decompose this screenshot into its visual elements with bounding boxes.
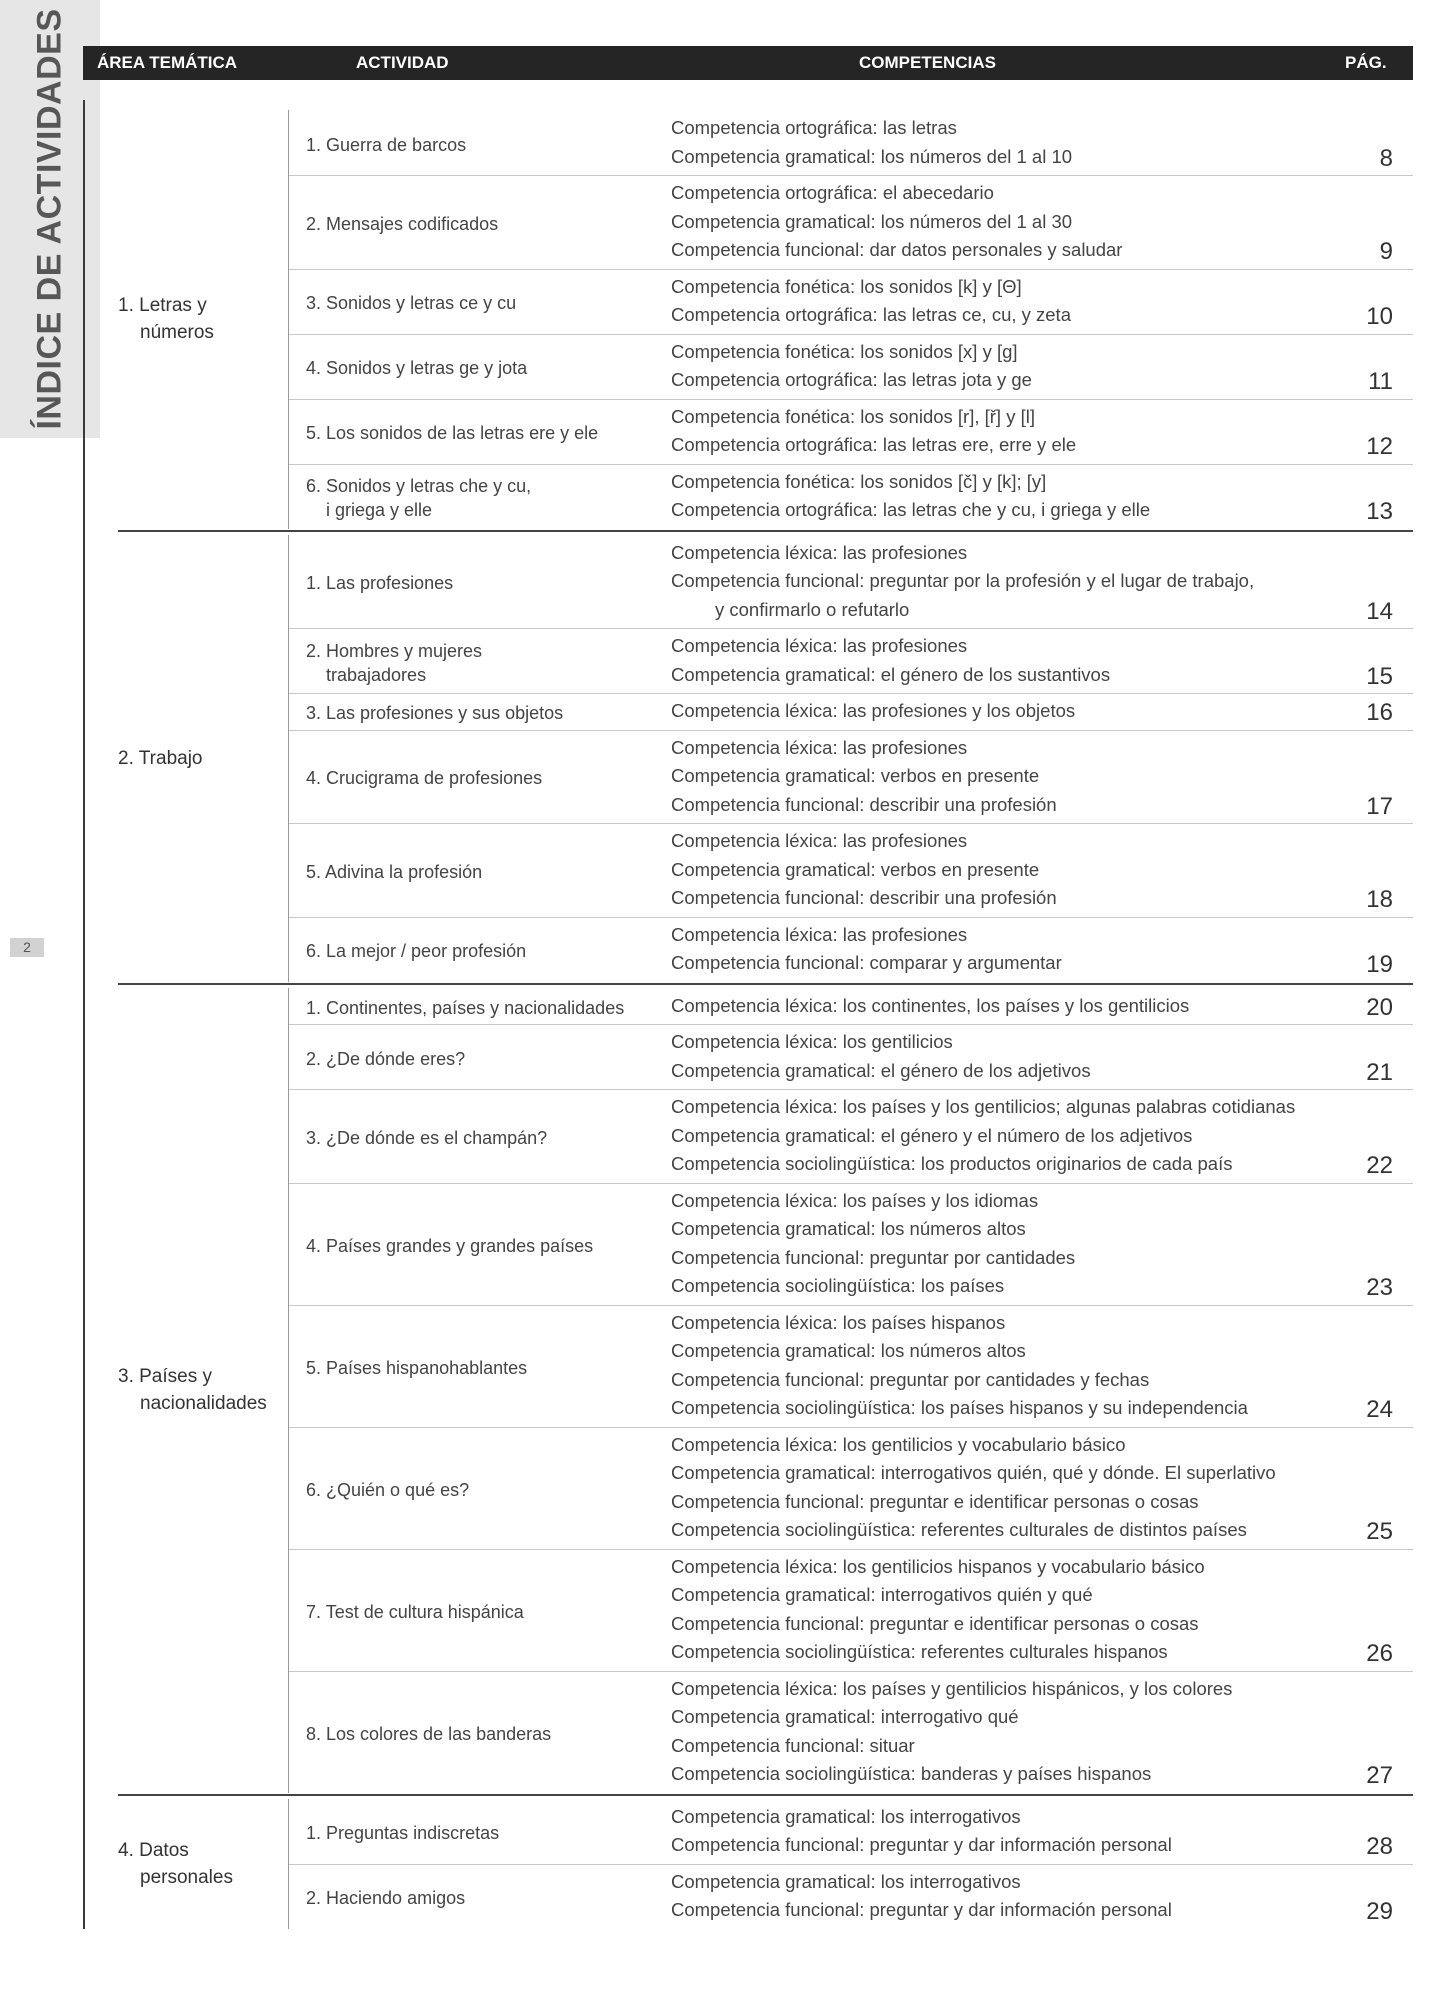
activity-line: 2. Hombres y mujeres [306, 640, 483, 661]
table-row [288, 535, 1413, 629]
competences-cell [671, 697, 1331, 726]
competence-line: Competencia ortográfica: el abecedario [671, 182, 994, 203]
table-row [288, 399, 1413, 464]
header-activity: ACTIVIDAD [356, 53, 449, 72]
area-label-line: 3. Países y [118, 1366, 212, 1387]
competence-line: Competencia gramatical: los números del 1 al 30 [671, 210, 1073, 232]
activity-line: trabajadores [326, 664, 427, 685]
area-label-line: 1. Letras y [118, 295, 207, 317]
competences-cell [671, 1803, 1331, 1860]
competences-cell [671, 632, 1331, 689]
competence-line: Competencia sociolingüística: referentes culturales de distintos países [671, 1519, 1247, 1540]
competences-cell [671, 1028, 1331, 1085]
competence-line: Competencia funcional: situar [671, 1734, 915, 1756]
page-ref: 10 [1366, 303, 1393, 330]
competence-line: Competencia sociolingüística: banderas y países hispanos [671, 1763, 1152, 1784]
activity-line: 4. Países grandes y grandes países [306, 1235, 594, 1256]
activity-line: 2. Haciendo amigos [306, 1888, 466, 1908]
competence-line: Competencia fonética: los sonidos [č] y [k]; [y] [671, 470, 1047, 492]
competences-cell [671, 273, 1331, 330]
area-label-line: 2. Trabajo [118, 747, 203, 769]
activity-cell [306, 474, 651, 522]
competence-line: Competencia léxica: los países y gentilicios hispánicos, y los colores [671, 1677, 1233, 1699]
activity-line: 1. Preguntas indiscretas [306, 1823, 500, 1843]
competences-cell [671, 403, 1331, 460]
page-ref: 27 [1366, 1762, 1393, 1789]
table-row [288, 1089, 1413, 1183]
page-number: 2 [10, 938, 44, 957]
competences-cell [671, 338, 1331, 395]
page-ref: 15 [1366, 662, 1393, 690]
table-row [288, 1024, 1413, 1089]
competence-line: Competencia sociolingüística: los países hispanos y su independencia [671, 1397, 1248, 1418]
competence-line: Competencia gramatical: los números altos [671, 1340, 1026, 1361]
activity-cell [306, 1600, 651, 1624]
table-row [288, 464, 1413, 529]
table-row [288, 917, 1413, 982]
area-label-line: personales [140, 1866, 233, 1888]
activity-line: 2. ¿De dónde eres? [306, 1048, 466, 1069]
activity-cell [306, 1886, 651, 1910]
competences-cell [671, 1675, 1331, 1789]
activity-cell [306, 356, 651, 380]
competence-line: Competencia gramatical: los interrogativos [671, 1870, 1021, 1892]
competence-line: Competencia fonética: los sonidos [x] y [g] [671, 340, 1018, 362]
page-ref: 25 [1366, 1518, 1393, 1545]
page-ref: 17 [1366, 792, 1393, 820]
table-row [288, 175, 1413, 269]
activity-cell [306, 766, 651, 790]
page-ref: 29 [1366, 1898, 1393, 1925]
competence-line: Competencia gramatical: el género y el número de los adjetivos [671, 1124, 1193, 1146]
page-ref: 21 [1366, 1058, 1393, 1086]
header-area: ÁREA TEMÁTICA [97, 53, 238, 72]
competences-cell [671, 1431, 1331, 1545]
activity-line: 3. Las profesiones y sus objetos [306, 703, 564, 724]
table-row [288, 1671, 1413, 1793]
activity-line: 6. ¿Quién o qué es? [306, 1479, 470, 1500]
page-ref: 16 [1366, 699, 1393, 726]
competence-line: y confirmarlo o refutarlo [715, 598, 910, 620]
competence-line: Competencia gramatical: el género de los adjetivos [671, 1059, 1091, 1081]
page-ref: 24 [1366, 1396, 1393, 1423]
competence-line: Competencia sociolingüística: los países [671, 1275, 1005, 1296]
activity-line: 8. Los colores de las banderas [306, 1723, 552, 1744]
competence-line: Competencia gramatical: interrogativo qué [671, 1706, 1019, 1727]
competence-line: Competencia léxica: los países y los gentilicios; algunas palabras cotidianas [671, 1096, 1296, 1117]
page-ref: 11 [1368, 368, 1393, 395]
activity-cell [306, 1126, 651, 1150]
competence-line: Competencia gramatical: verbos en presente [671, 765, 1040, 786]
competence-line: Competencia léxica: los gentilicios [671, 1031, 953, 1052]
page-ref: 28 [1366, 1833, 1393, 1860]
competences-cell [671, 1868, 1331, 1925]
competences-cell [671, 1553, 1331, 1667]
activity-line: 4. Crucigrama de profesiones [306, 768, 543, 789]
activity-line: 5. Adivina la profesión [306, 861, 483, 882]
competence-line: Competencia léxica: las profesiones [671, 830, 968, 851]
competences-cell [671, 1187, 1331, 1301]
table-row [288, 693, 1413, 730]
area-label [118, 745, 203, 772]
side-title: ÍNDICE DE ACTIVIDADES [30, 8, 69, 430]
competence-line: Competencia gramatical: interrogativos quién y qué [671, 1584, 1093, 1605]
activity-cell [306, 860, 651, 884]
competence-line: Competencia fonética: los sonidos [r], [ř] y [l] [671, 405, 1035, 427]
area-label [118, 292, 214, 346]
activity-line: 3. Sonidos y letras ce y cu [306, 293, 517, 313]
competence-line: Competencia ortográfica: las letras jota y ge [671, 369, 1032, 390]
page-ref: 22 [1366, 1152, 1393, 1179]
header-page: PÁG. [1345, 53, 1387, 72]
activity-cell [306, 1356, 651, 1380]
table-row [288, 1549, 1413, 1671]
competence-line: Competencia léxica: los gentilicios y vocabulario básico [671, 1433, 1126, 1455]
activity-cell [306, 421, 651, 445]
competence-line: Competencia gramatical: los interrogativos [671, 1805, 1021, 1827]
competence-line: Competencia ortográfica: las letras [671, 117, 957, 138]
activity-cell [306, 1478, 651, 1502]
area-label [118, 1837, 233, 1891]
competence-line: Competencia sociolingüística: los productos originarios de cada país [671, 1153, 1233, 1174]
activity-cell [306, 996, 651, 1020]
competences-cell [671, 734, 1331, 820]
competences-cell [671, 179, 1331, 265]
table-row [288, 1305, 1413, 1427]
competences-cell [671, 992, 1331, 1021]
competence-line: Competencia funcional: preguntar por cantidades y fechas [671, 1368, 1150, 1390]
competence-line: Competencia gramatical: los números del 1 al 10 [671, 145, 1073, 167]
activity-cell [306, 939, 651, 963]
area-label-line: 4. Datos [118, 1839, 189, 1861]
page-ref: 23 [1366, 1274, 1393, 1301]
competence-line: Competencia léxica: las profesiones [671, 635, 968, 656]
activity-cell [306, 133, 651, 157]
page-ref: 19 [1366, 951, 1393, 978]
activity-line: 1. Las profesiones [306, 573, 454, 594]
page-ref: 9 [1379, 238, 1393, 265]
table-row [288, 1799, 1413, 1864]
activity-line: 5. Países hispanohablantes [306, 1357, 528, 1378]
competences-cell [671, 921, 1331, 978]
activity-line: 2. Mensajes codificados [306, 213, 499, 234]
table-row [288, 269, 1413, 334]
competences-cell [671, 468, 1331, 525]
competence-line: Competencia funcional: preguntar e identificar personas o cosas [671, 1490, 1199, 1512]
area-label [118, 1363, 267, 1417]
competence-line: Competencia funcional: preguntar e identificar personas o cosas [671, 1612, 1199, 1634]
competence-line: Competencia léxica: las profesiones y los objetos [671, 700, 1076, 721]
activity-cell [306, 1821, 651, 1845]
competence-line: Competencia léxica: los continentes, los países y los gentilicios [671, 994, 1190, 1016]
table-row [288, 1427, 1413, 1549]
activity-cell [306, 1047, 651, 1071]
table-header [83, 46, 1413, 80]
activity-cell [306, 571, 651, 595]
activity-cell [306, 1234, 651, 1258]
activity-line: i griega y elle [326, 500, 433, 520]
competence-line: Competencia léxica: las profesiones [671, 736, 968, 758]
header-competences: COMPETENCIAS [859, 53, 996, 72]
competence-line: Competencia funcional: comparar y argumentar [671, 952, 1062, 973]
area-label-block [118, 535, 290, 982]
competence-line: Competencia léxica: los gentilicios hispanos y vocabulario básico [671, 1555, 1205, 1577]
competence-line: Competencia gramatical: los números altos [671, 1218, 1026, 1239]
activity-line: 4. Sonidos y letras ge y jota [306, 358, 528, 378]
activity-cell [306, 1722, 651, 1746]
competences-cell [671, 1309, 1331, 1423]
competence-line: Competencia ortográfica: las letras ere, erre y ele [671, 434, 1077, 455]
activity-line: 6. La mejor / peor profesión [306, 941, 527, 961]
activity-cell [306, 639, 651, 687]
activity-cell [306, 212, 651, 236]
competence-line: Competencia funcional: dar datos personales y saludar [671, 239, 1123, 260]
competence-line: Competencia sociolingüística: referentes culturales hispanos [671, 1641, 1168, 1662]
table-row [288, 334, 1413, 399]
table-row [288, 988, 1413, 1025]
competence-line: Competencia funcional: describir una profesión [671, 793, 1057, 815]
competence-line: Competencia funcional: preguntar por la profesión y el lugar de trabajo, [671, 570, 1255, 591]
page-ref: 26 [1366, 1640, 1393, 1667]
competence-line: Competencia léxica: los países y los idiomas [671, 1189, 1039, 1211]
page-ref: 8 [1379, 144, 1393, 172]
activity-line: 1. Guerra de barcos [306, 134, 467, 155]
activity-cell [306, 701, 651, 725]
activity-line: 5. Los sonidos de las letras ere y ele [306, 423, 599, 443]
area-divider [118, 983, 1413, 985]
competence-line: Competencia ortográfica: las letras ce, cu, y zeta [671, 304, 1071, 325]
competence-line: Competencia léxica: las profesiones [671, 541, 968, 563]
area-label-block [118, 988, 290, 1793]
competence-line: Competencia fonética: los sonidos [k] y [Θ] [671, 275, 1022, 297]
page-ref: 13 [1366, 498, 1393, 525]
activity-line: 7. Test de cultura hispánica [306, 1601, 524, 1622]
competence-line: Competencia léxica: los países hispanos [671, 1311, 1006, 1333]
area-label-line: nacionalidades [140, 1393, 267, 1414]
competence-line: Competencia funcional: preguntar y dar información personal [671, 1899, 1172, 1920]
table-row [288, 628, 1413, 693]
table-row [288, 1183, 1413, 1305]
page-ref: 12 [1366, 433, 1393, 460]
competence-line: Competencia funcional: describir una profesión [671, 887, 1057, 908]
competence-line: Competencia gramatical: el género de los sustantivos [671, 663, 1111, 685]
area-divider [118, 530, 1413, 532]
competences-cell [671, 827, 1331, 913]
competence-line: Competencia funcional: preguntar por cantidades [671, 1246, 1076, 1268]
page-ref: 18 [1366, 886, 1393, 913]
area-label-line: números [140, 322, 214, 344]
area-label-block [118, 1799, 290, 1929]
activity-cell [306, 291, 651, 315]
competence-line: Competencia funcional: preguntar y dar información personal [671, 1834, 1172, 1855]
competence-line: Competencia ortográfica: las letras che y cu, i griega y elle [671, 499, 1151, 520]
area-divider [118, 1794, 1413, 1796]
area-label-block [118, 110, 290, 529]
page-ref: 20 [1366, 993, 1393, 1021]
left-rule [83, 100, 85, 1929]
competence-line: Competencia léxica: las profesiones [671, 923, 968, 945]
competences-cell [671, 114, 1331, 171]
competence-line: Competencia gramatical: interrogativos quién, qué y dónde. El superlativo [671, 1462, 1276, 1483]
page-ref: 14 [1366, 597, 1393, 625]
activity-line: 3. ¿De dónde es el champán? [306, 1127, 548, 1148]
table-row [288, 110, 1413, 175]
competences-cell [671, 1093, 1331, 1179]
activity-line: 1. Continentes, países y nacionalidades [306, 997, 625, 1018]
table-row [288, 823, 1413, 917]
competences-cell [671, 539, 1331, 625]
table-row [288, 1864, 1413, 1929]
competence-line: Competencia gramatical: verbos en presente [671, 858, 1040, 880]
activity-line: 6. Sonidos y letras che y cu, [306, 476, 532, 496]
table-row [288, 730, 1413, 824]
